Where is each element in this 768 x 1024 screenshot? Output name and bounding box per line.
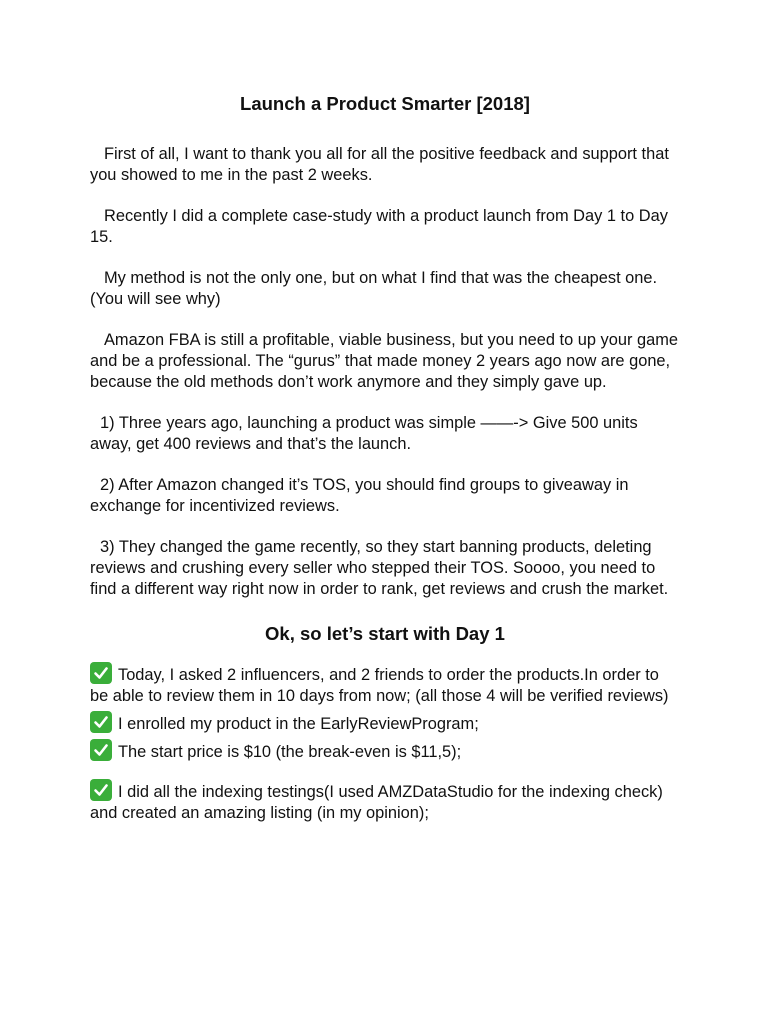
paragraph-point-1: 1) Three years ago, launching a product was simple ——-> Give 500 units away, get 400 reviews and that’s the launch.	[90, 414, 643, 453]
check-mark-button-icon	[90, 662, 112, 684]
check-mark-button-icon	[90, 711, 112, 733]
paragraph-point-2: 2) After Amazon changed it’s TOS, you should find groups to giveaway in exchange for incentivized reviews.	[90, 476, 634, 515]
checklist-item: I enrolled my product in the EarlyReviewProgram;	[90, 711, 680, 735]
paragraph-thanks: First of all, I want to thank you all for all the positive feedback and support that you showed to me in the past 2 weeks.	[90, 145, 674, 184]
checklist-item: I did all the indexing testings(I used AMZDataStudio for the indexing check) and created an amazing listing (in my opinion);	[90, 779, 680, 824]
check-mark-button-icon	[90, 739, 112, 761]
paragraph-method: My method is not the only one, but on what I find that was the cheapest one. (You will see why)	[90, 269, 662, 308]
section-title-day-1: Ok, so let’s start with Day 1	[265, 623, 505, 644]
check-mark-button-icon	[90, 779, 112, 801]
paragraph-case-study: Recently I did a complete case-study with a product launch from Day 1 to Day 15.	[90, 207, 673, 246]
document-page	[90, 92, 683, 828]
paragraph-point-3: 3) They changed the game recently, so they start banning products, deleting reviews and crushing every seller who stepped their TOS. Soooo, you need to find a different way right now in order to rank, get reviews and crush the market.	[90, 538, 669, 598]
checklist-item: The start price is $10 (the break-even is $11,5);	[90, 739, 680, 763]
checklist-item: Today, I asked 2 influencers, and 2 friends to order the products.In order to be able to review them in 10 days from now; (all those 4 will be verified reviews)	[90, 662, 680, 707]
paragraph-amazon-fba: Amazon FBA is still a profitable, viable business, but you need to up your game and be a professional. The “gurus” that made money 2 years ago now are gone, because the old methods don’t work anymore and they simply gave up.	[90, 331, 683, 391]
document-title: Launch a Product Smarter [2018]	[240, 93, 530, 114]
